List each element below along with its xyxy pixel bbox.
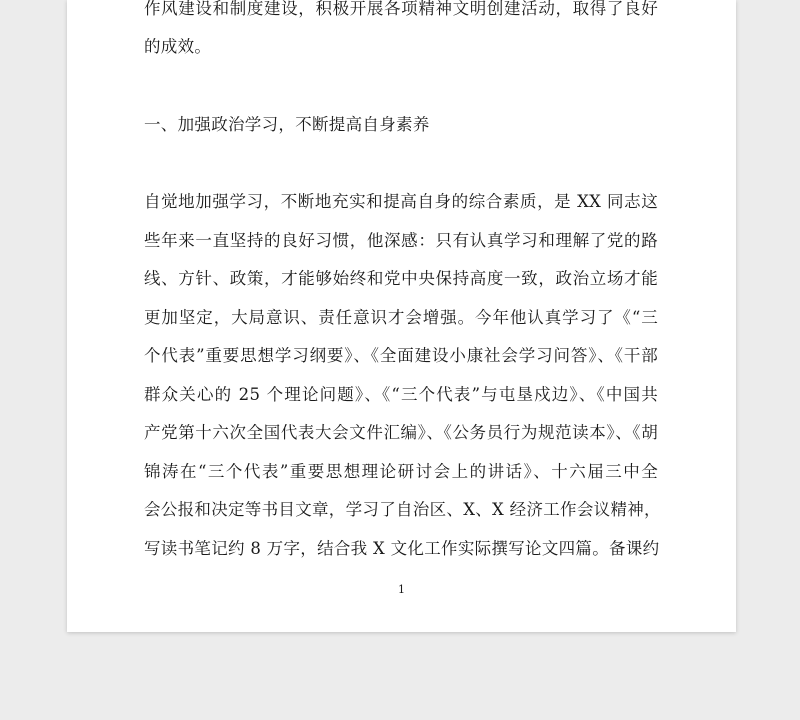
paragraph-line: 自觉地加强学习，不断地充实和提高自身的综合素质，是 XX 同志这: [144, 192, 658, 211]
paragraph-line: 更加坚定，大局意识、责任意识才会增强。今年他认真学习了《“三: [144, 308, 658, 327]
paragraph-line: 个代表”重要思想学习纲要》、《全面建设小康社会学习问答》、《干部: [144, 346, 658, 365]
paragraph-line: 群众关心的 25 个理论问题》、《“三个代表”与屯垦戍边》、《中国共: [144, 385, 658, 404]
paragraph-intro-line: 作风建设和制度建设，积极开展各项精神文明创建活动，取得了良好: [144, 0, 658, 18]
document-page: [67, 0, 736, 632]
paragraph-line: 产党第十六次全国代表大会文件汇编》、《公务员行为规范读本》、《胡: [144, 423, 658, 442]
paragraph-line: 锦涛在“三个代表”重要思想理论研讨会上的讲话》、十六届三中全: [144, 462, 658, 481]
section-heading: 一、加强政治学习，不断提高自身素养: [144, 115, 430, 134]
paragraph-line: 会公报和决定等书目文章，学习了自治区、X、X 经济工作会议精神，: [144, 500, 661, 519]
paragraph-line: 线、方针、政策，才能够始终和党中央保持高度一致，政治立场才能: [144, 269, 658, 288]
paragraph-line: 写读书笔记约 8 万字，结合我 X 文化工作实际撰写论文四篇。备课约: [144, 539, 660, 558]
paragraph-line: 些年来一直坚持的良好习惯，他深感：只有认真学习和理解了党的路: [144, 231, 658, 250]
page-number: 1: [398, 583, 405, 596]
paragraph-intro-line: 的成效。: [144, 37, 212, 56]
